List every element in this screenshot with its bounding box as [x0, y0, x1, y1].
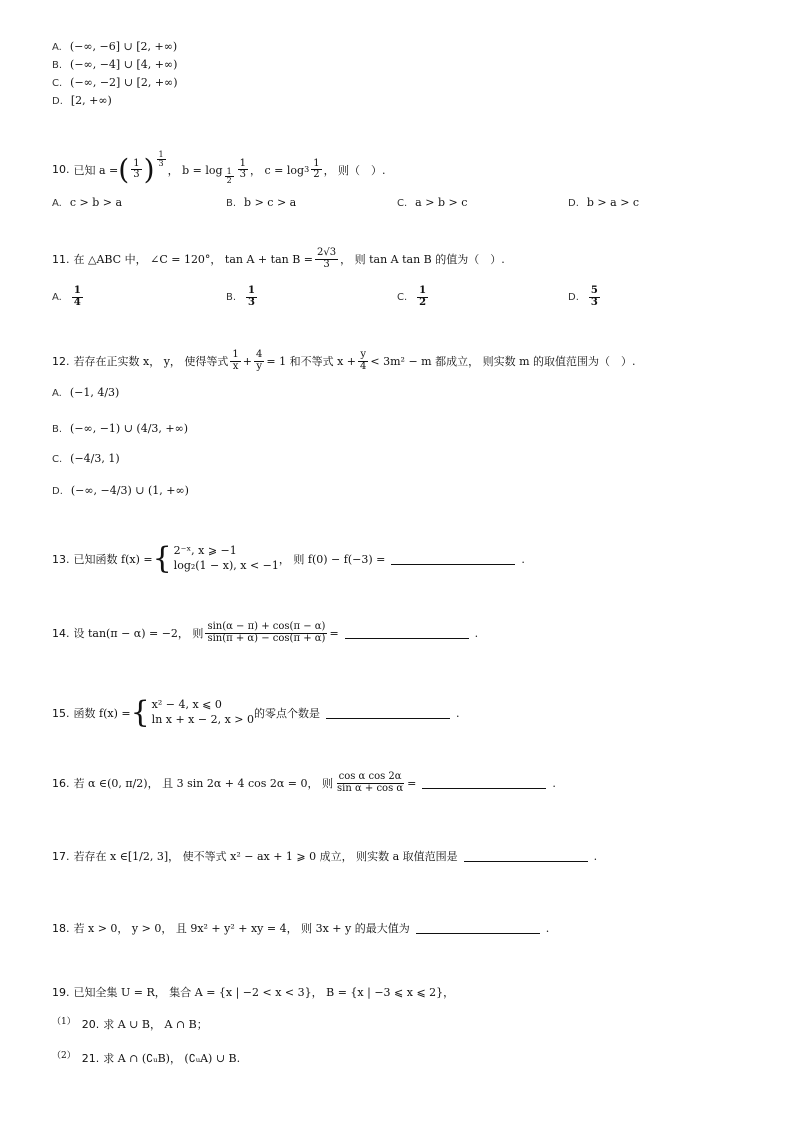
q12-option-c: C. (−4/3, 1) — [52, 452, 120, 465]
q10-option-d: D. b > a > c — [568, 196, 640, 209]
question-14: 14. 设 tan(π − α) = −2， 则 $\frac{\sin(\alpha - \pi) + \cos(\pi - \alpha)}{\sin(\pi + \alpha) - \cos(\pi + \alpha)}$ = . — [52, 621, 479, 644]
answer-blank-17[interactable] — [464, 851, 588, 862]
answer-blank-14[interactable] — [345, 628, 469, 639]
q11-option-c: C. $\frac{1}{2}$ — [397, 285, 427, 308]
q10-option-c: C. a > b > c — [397, 196, 468, 209]
question-12: 12. 若存在正实数 x， y， 使得等式 $\frac{1}{x}$ + $\frac{4}{y}$ = 1 和不等式 x + $\frac{y}{4}$ < 3m² − m 都成立， 则实数 m 的取值范围为（ ）. — [52, 349, 636, 372]
q12-option-b: B. (−∞, −1) ∪ (4/3, +∞) — [52, 422, 189, 435]
q9-option-a: A. (−∞, −6] ∪ [2, +∞) — [52, 40, 178, 53]
q9-option-d: D. [2, +∞) — [52, 94, 112, 107]
q9-option-b: B. (−∞, −4] ∪ [4, +∞) — [52, 58, 178, 71]
question-16: 16. 若 α ∈ (0, π/2) ， 且 3 sin 2α + 4 cos 2α = 0， 则 $\frac{\text{cos α cos 2α}}{\text{sin α + cos α}}$ = . — [52, 771, 556, 794]
question-18: 18. 若 x > 0， y > 0， 且 9x² + y² + xy = 4， 则 3x + y 的最大值为 . — [52, 921, 550, 935]
q10-option-b: B. b > c > a — [226, 196, 297, 209]
question-19-part-1: （1） 20. 求 A ∪ B， A ∩ B； — [52, 1016, 208, 1031]
answer-blank-18[interactable] — [416, 923, 540, 934]
question-19-part-2: （2） 21. 求 A ∩ (∁ᵤB)， (∁ᵤA) ∪ B. — [52, 1050, 241, 1065]
q11-option-b: B. $\frac{1}{3}$ — [226, 285, 256, 308]
q10-option-a: A. c > b > a — [52, 196, 123, 209]
question-15: 15. 函数 f(x) = { x² − 4, x ⩽ 0 ln x + x − 2, x > 0 的零点个数是 . — [52, 695, 460, 730]
answer-blank-13[interactable] — [391, 554, 515, 565]
question-13: 13. 已知函数 f(x) = { 2⁻ˣ, x ⩾ −1 log₂(1 − x), x < −1 ， 则 f(0) − f(−3) = . — [52, 541, 525, 576]
answer-blank-15[interactable] — [326, 708, 450, 719]
question-17: 17. 若存在 x ∈ [1/2, 3] ， 使不等式 x² − ax + 1 ⩾ 0 成立， 则实数 a 取值范围是 . — [52, 849, 598, 863]
question-10: 10. 已知 a = ( $\frac{1}{3}$ ) $\frac{1}{3}$ ， b = log $\frac{1}{2}$ $\frac{1}{3}$ ， c = log 3 $\frac{1}{2}$ ， 则（ ）. — [52, 150, 386, 186]
q12-option-d: D. (−∞, −4/3) ∪ (1, +∞) — [52, 484, 189, 497]
question-11: 11. 在 △ABC 中， ∠C = 120°， tan A + tan B = $\frac{2√3}{3}$ ， 则 tan A tan B 的值为（ ）. — [52, 247, 505, 270]
q11-option-a: A. $\frac{1}{4}$ — [52, 285, 81, 308]
q12-option-a: A. (−1, 4/3) — [52, 386, 120, 399]
question-19: 19. 已知全集 U = R， 集合 A = {x | −2 < x < 3}， B = {x | −3 ⩽ x ⩽ 2}， — [52, 985, 455, 999]
q9-option-c: C. (−∞, −2] ∪ [2, +∞) — [52, 76, 178, 89]
answer-blank-16[interactable] — [422, 778, 546, 789]
q11-option-d: D. $\frac{5}{3}$ — [568, 285, 598, 308]
